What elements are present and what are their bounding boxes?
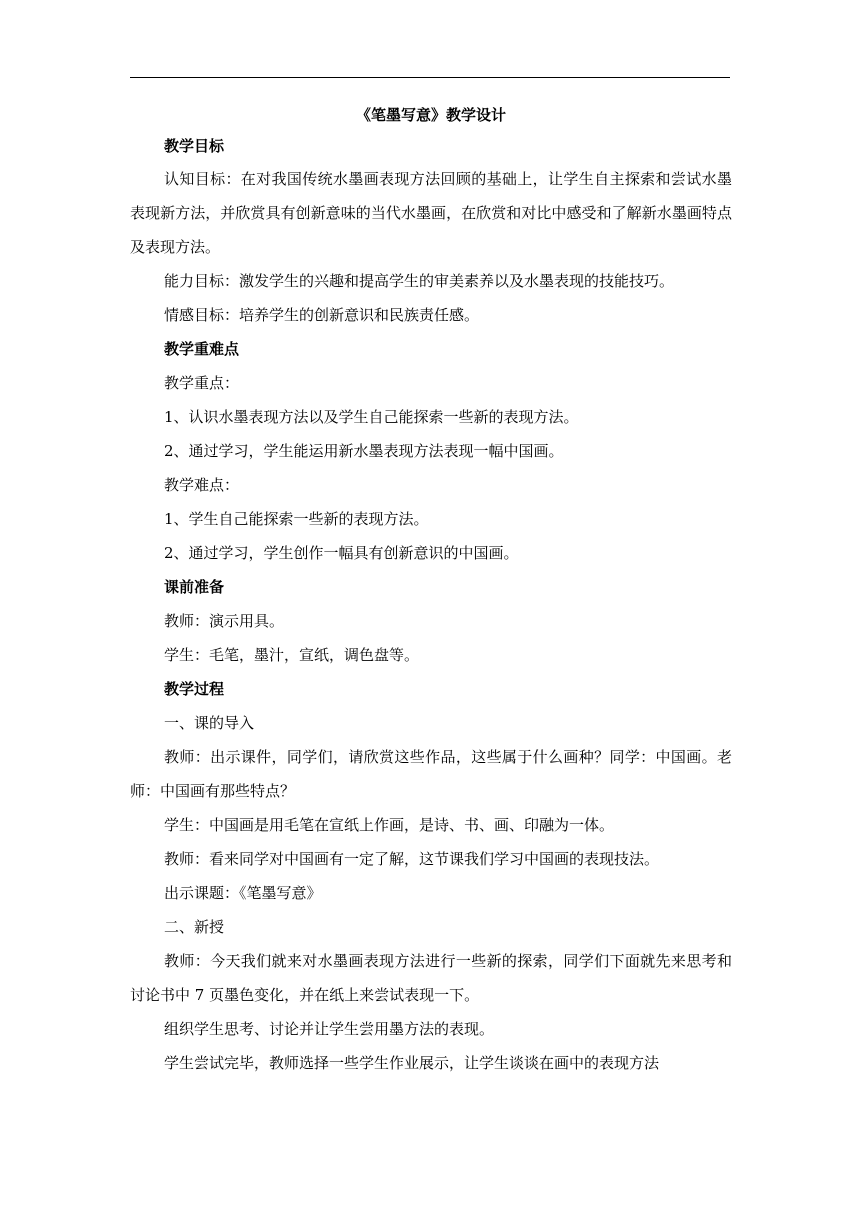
section-heading-preparation: 课前准备 [164, 578, 225, 596]
paragraph-process-6: 组织学生思考、讨论并让学生尝用墨方法的表现。 [164, 1020, 495, 1038]
paragraph-process-2: 学生：中国画是用毛笔在宣纸上作画，是诗、书、画、印融为一体。 [164, 816, 615, 834]
paragraph-cognitive-objective: 认知目标：在对我国传统水墨画表现方法回顾的基础上，让学生自主探索和尝试水墨表现新方法，并欣赏具有创新意味的当代水墨画，在欣赏和对比中感受和了解新水墨画特点及表现方法。 [130, 170, 732, 256]
section-heading-process: 教学过程 [164, 680, 225, 698]
paragraph-process-5: 教师：今天我们就来对水墨画表现方法进行一些新的探索，同学们下面就先来思考和讨论书中 7 页墨色变化，并在纸上来尝试表现一下。 [130, 952, 732, 1004]
paragraph-emotion-objective: 情感目标：培养学生的创新意识和民族责任感。 [164, 306, 480, 324]
paragraph-process-3: 教师：看来同学对中国画有一定了解，这节课我们学习中国画的表现技法。 [164, 850, 660, 868]
header-rule [130, 77, 730, 78]
section-heading-key-points: 教学重难点 [164, 340, 240, 358]
document-body [130, 100, 732, 1080]
section-heading-objectives: 教学目标 [164, 137, 225, 155]
paragraph-process-1: 教师：出示课件，同学们，请欣赏这些作品，这些属于什么画种？同学：中国画。老师：中国画有那些特点？ [130, 748, 732, 800]
list-item-focus-1: 1、认识水墨表现方法以及学生自己能探索一些新的表现方法。 [164, 408, 579, 426]
paragraph-process-4: 出示课题：《笔墨写意》 [164, 884, 322, 902]
paragraph-ability-objective: 能力目标：激发学生的兴趣和提高学生的审美素养以及水墨表现的技能技巧。 [164, 272, 675, 290]
list-item-focus-2: 2、通过学习，学生能运用新水墨表现方法表现一幅中国画。 [164, 442, 564, 460]
paragraph-process-7: 学生尝试完毕，教师选择一些学生作业展示，让学生谈谈在画中的表现方法 [164, 1054, 660, 1072]
paragraph-teacher-preparation: 教师：演示用具。 [164, 612, 285, 630]
subheading-new-lesson: 二、新授 [164, 918, 225, 936]
label-teaching-difficulty: 教学难点： [164, 476, 240, 494]
paragraph-student-preparation: 学生：毛笔，墨汁，宣纸，调色盘等。 [164, 646, 420, 664]
list-item-difficulty-1: 1、学生自己能探索一些新的表现方法。 [164, 510, 429, 528]
list-item-difficulty-2: 2、通过学习，学生创作一幅具有创新意识的中国画。 [164, 544, 519, 562]
subheading-introduction: 一、课的导入 [164, 714, 255, 732]
page-title: 《笔墨写意》教学设计 [355, 106, 506, 124]
label-teaching-focus: 教学重点： [164, 374, 240, 392]
